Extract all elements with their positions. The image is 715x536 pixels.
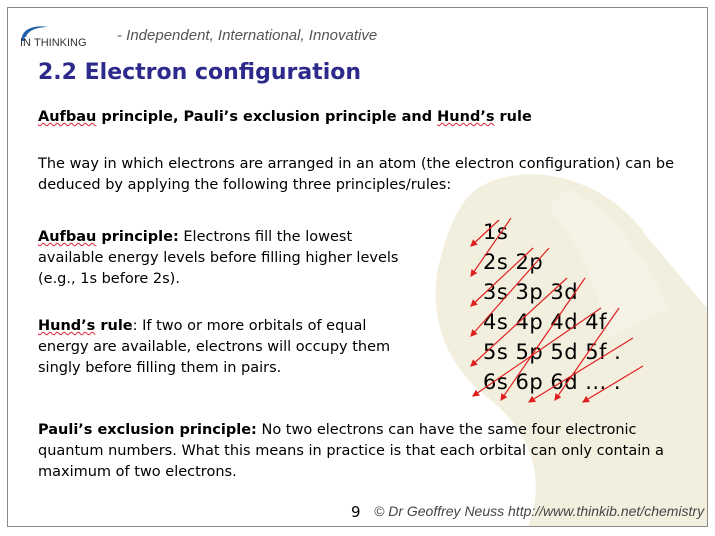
orbital-row-2: 2s 2p bbox=[483, 250, 544, 274]
svg-text:THINKING: THINKING bbox=[34, 37, 87, 49]
page-title: 2.2 Electron configuration bbox=[38, 60, 362, 85]
orbital-row-5: 5s 5p 5d 5f . bbox=[483, 340, 622, 364]
orbital-row-4: 4s 4p 4d 4f bbox=[483, 310, 607, 334]
subtitle-end: rule bbox=[494, 109, 532, 125]
subtitle-aufbau: Aufbau bbox=[38, 109, 97, 125]
orbital-row-6: 6s 6p 6d ... . bbox=[483, 370, 622, 394]
intro-paragraph: The way in which electrons are arranged in an atom (the electron configuration) can be deduced by applying the following three principles/rules: bbox=[38, 156, 675, 193]
aufbau-label: principle: bbox=[96, 229, 179, 245]
subtitle bbox=[38, 109, 532, 125]
orbital-row-3: 3s 3p 3d bbox=[483, 280, 579, 304]
pauli-text: No two electrons can have the same four electronic quantum numbers. What this means in practice is that each orbital can only contain a maximum of two electrons. bbox=[38, 422, 664, 480]
pauli-label: Pauli’s exclusion principle: bbox=[38, 422, 257, 438]
hund-paragraph bbox=[38, 316, 418, 379]
aufbau-text: Electrons fill the lowest available energy levels before filling higher levels (e.g., 1s before 2s). bbox=[38, 229, 399, 287]
footer-credit: © Dr Geoffrey Neuss http://www.thinkib.net/chemistry bbox=[374, 503, 705, 519]
hund-text: : If two or more orbitals of equal energy are available, electrons will occupy them singly before filling them in pairs. bbox=[38, 318, 391, 376]
orbital-row-1: 1s bbox=[483, 220, 509, 244]
hund-label: rule bbox=[95, 318, 133, 334]
subtitle-middle: principle, Pauli’s exclusion principle and bbox=[96, 109, 438, 125]
slide bbox=[7, 7, 708, 527]
page-number: 9 bbox=[351, 503, 361, 521]
aufbau-term: Aufbau bbox=[38, 229, 97, 245]
svg-text:IN: IN bbox=[20, 37, 31, 49]
inthinking-logo bbox=[20, 25, 112, 49]
hund-term: Hund’s bbox=[38, 318, 96, 334]
pauli-paragraph bbox=[38, 420, 688, 483]
filling-arrows bbox=[463, 216, 663, 406]
orbital-filling-diagram bbox=[463, 216, 663, 406]
aufbau-paragraph bbox=[38, 227, 418, 290]
subtitle-hunds: Hund’s bbox=[437, 109, 495, 125]
header-tagline: - Independent, International, Innovative bbox=[117, 27, 378, 44]
